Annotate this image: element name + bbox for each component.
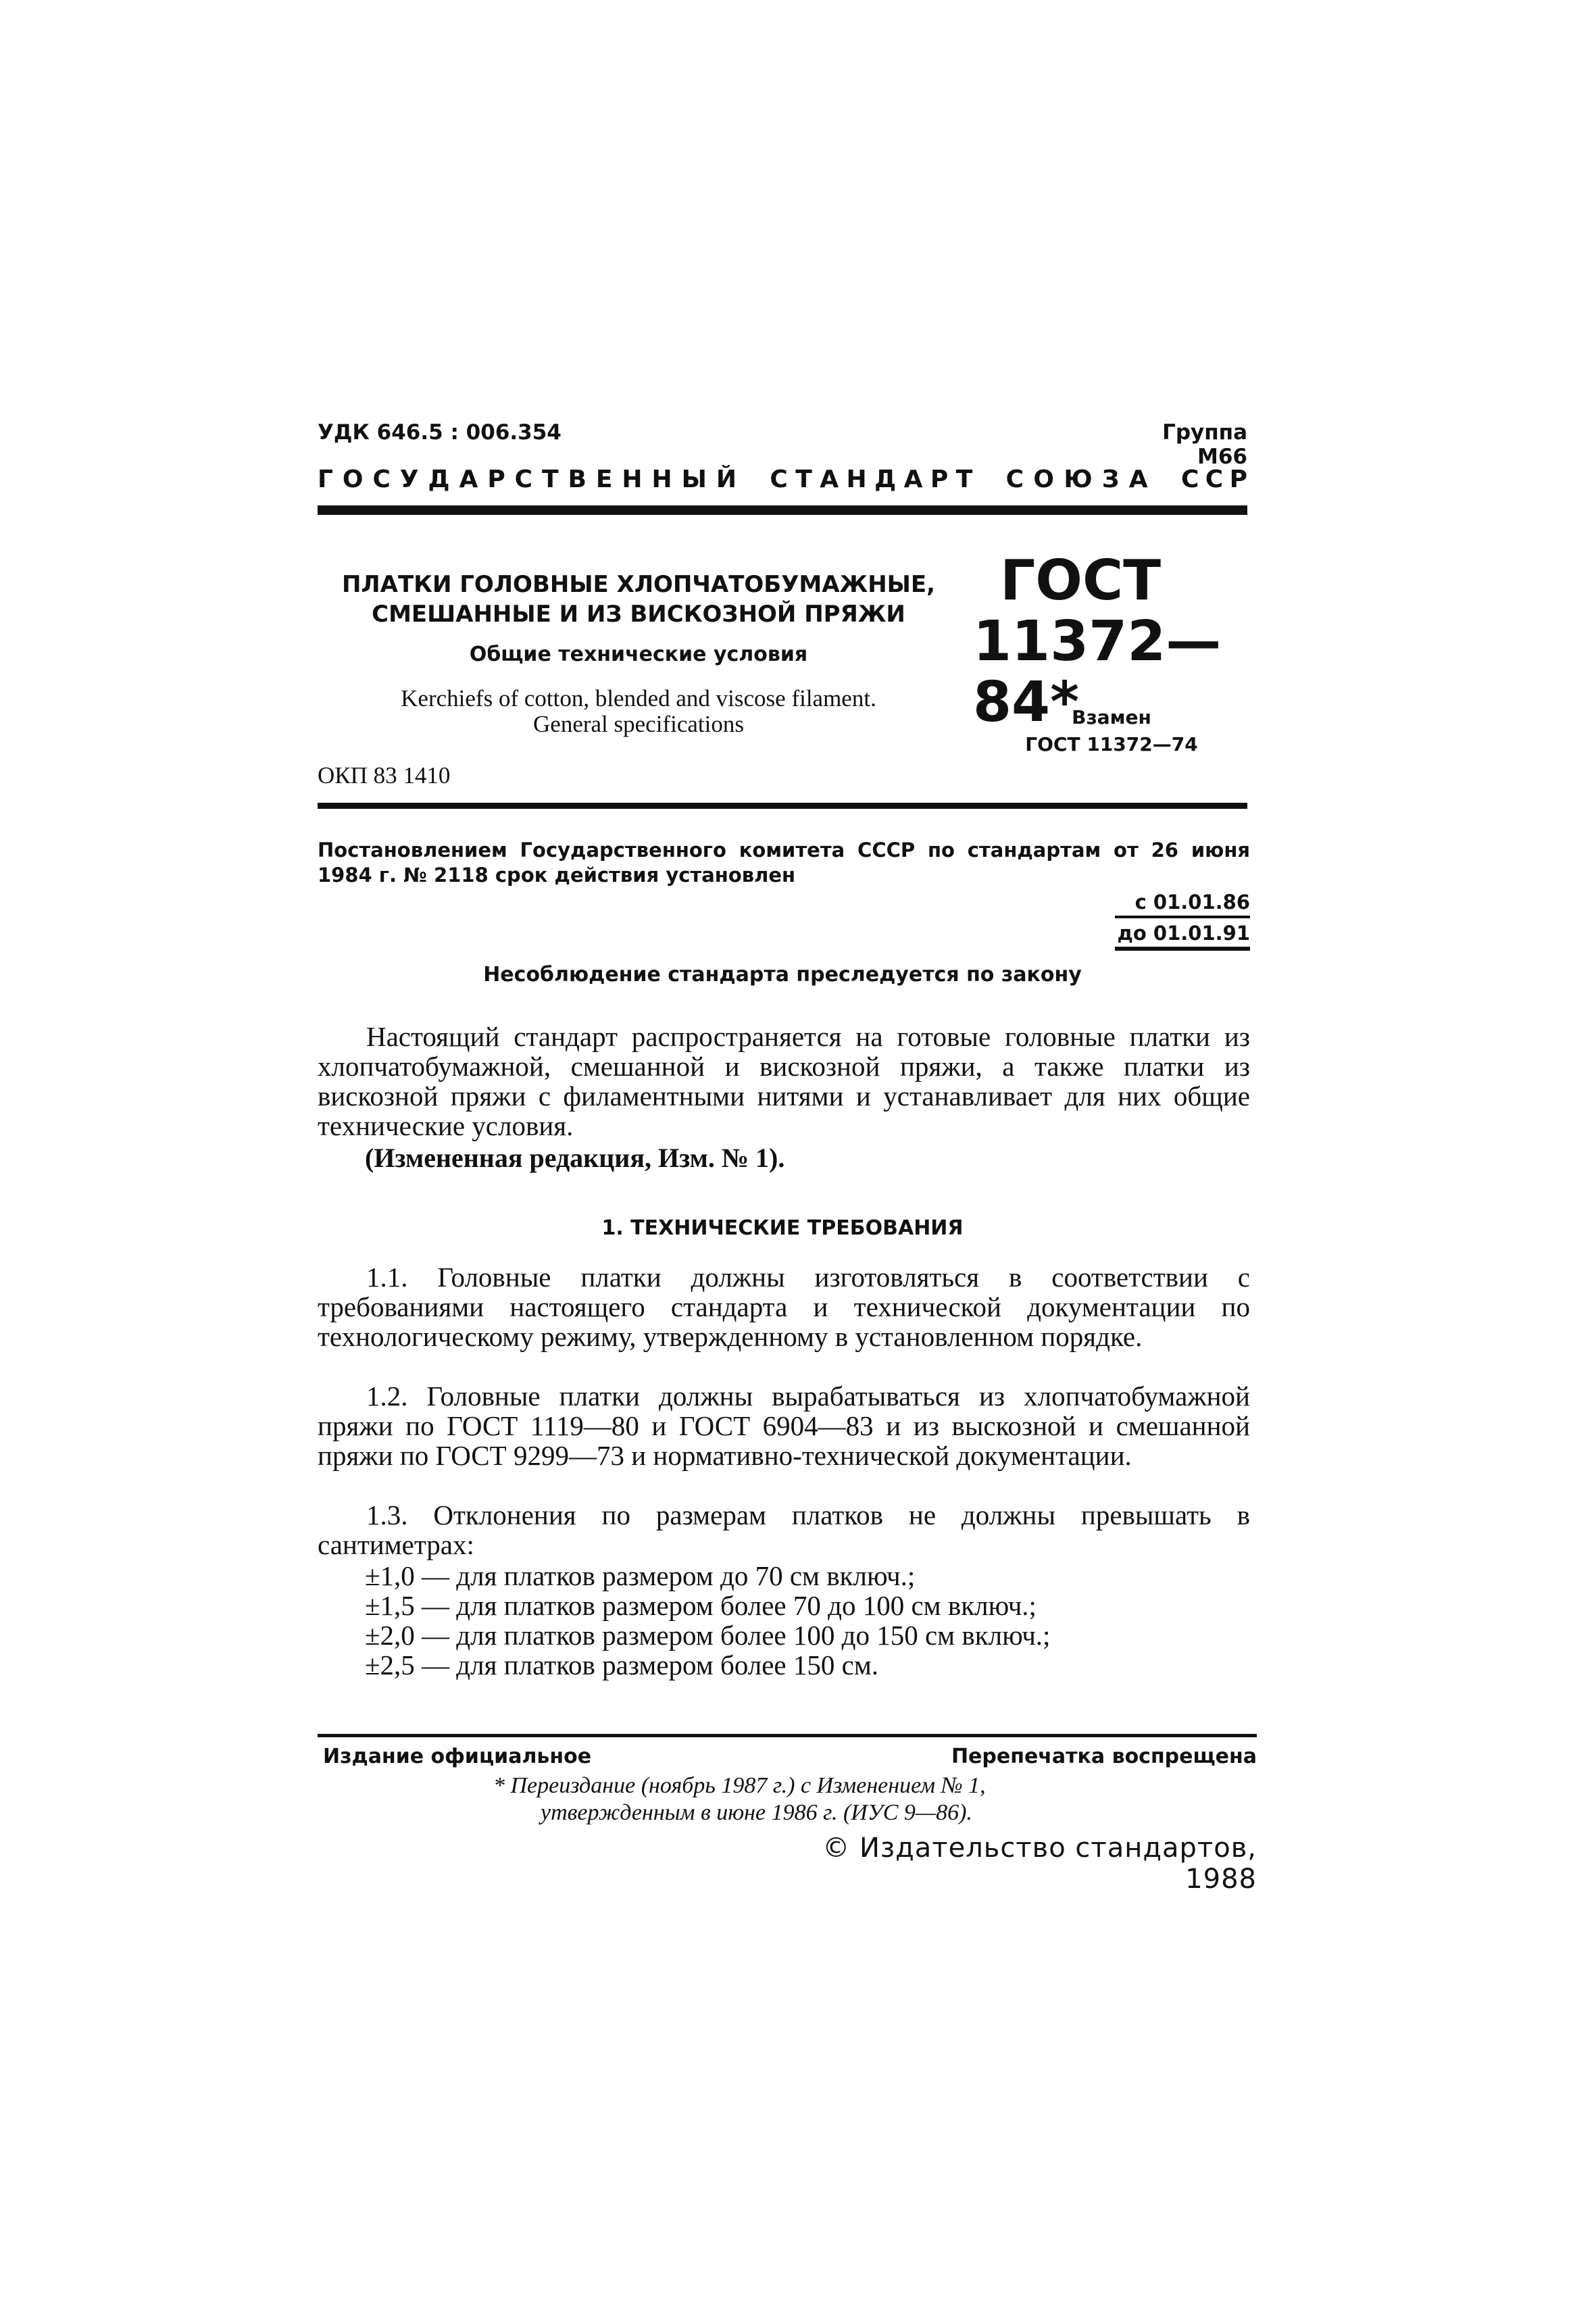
list-item: ±2,5 — для платков размером более 150 см. [365,1649,879,1681]
deviation-list [365,1561,1050,1680]
english-title [338,686,939,737]
title-line-2: СМЕШАННЫЕ И ИЗ ВИСКОЗНОЙ ПРЯЖИ [372,601,905,628]
replaces-gost: ГОСТ 11372—74 [1025,733,1198,755]
intro-paragraph: Настоящий стандарт распространяется на готовые головные платки из хлопчатобумажной, смешанной и вискозной пряжи, а также платки из вискозной пряжи с филаментными нитями и устанавливает для них общие технические условия. [318,1021,1250,1141]
gov-word-1: Г О С У Д А Р С Т В Е Н Н Ы Й [318,466,737,493]
law-notice: Несоблюдение стандарта преследуется по закону [483,963,1082,987]
amendment-note: (Измененная редакция, Изм. № 1). [365,1143,785,1173]
english-title-line-1: Kerchiefs of cotton, blended and viscose filament. [401,685,876,712]
paragraph-1-2: 1.2. Головные платки должны вырабатываться из хлопчатобумажной пряжи по ГОСТ 1119—80 и ГОСТ 6904—83 и из выскозной и смешанной пряжи по ГОСТ 9299—73 и нормативно-технической документации. [318,1380,1250,1471]
english-title-line-2: General specifications [533,711,744,737]
date-to: до 01.01.91 [1115,916,1250,951]
reissue-note-line-2: утвержденным в июне 1986 г. (ИУС 9—86). [541,1800,972,1825]
gov-word-3: С О Ю З А [1005,466,1148,493]
paragraph-1-1: 1.1. Головные платки должны изготовляться в соответствии с требованиями настоящего стандарта и технической документации по технологическому режиму, утвержденному в установленном порядке. [318,1262,1250,1352]
gov-word-4: С С Р [1180,466,1247,493]
gost-label: ГОСТ [1000,549,1162,613]
title-line-1: ПЛАТКИ ГОЛОВНЫЕ ХЛОПЧАТОБУМАЖНЫЕ, [341,571,936,598]
reissue-note-line-1: * Переиздание (ноябрь 1987 г.) с Изменением № 1, [493,1773,986,1798]
middle-rule [318,803,1247,809]
top-thick-rule [318,505,1247,515]
replaces-label: Взамен [1072,706,1151,728]
date-from: с 01.01.86 [1134,891,1250,914]
list-item: ±1,5 — для платков размером более 70 до 100 см включ.; [365,1590,1037,1621]
section-title: 1. ТЕХНИЧЕСКИЕ ТРЕБОВАНИЯ [601,1216,964,1240]
replaces-block [973,704,1250,758]
gov-standard-heading [318,465,1247,495]
udk-code: УДК 646.5 : 006.354 [318,420,562,445]
subtitle: Общие технические условия [469,643,808,666]
paragraph-1-3: 1.3. Отклонения по размерам платков не должны превышать в сантиметрах: [318,1499,1250,1560]
title-block [338,570,939,668]
validity-dates [1115,889,1250,951]
decree-text: Постановлением Государственного комитета СССР по стандартам от 26 июня 1984 г. № 2118 срок действия установлен [318,839,1250,887]
official-edition: Издание официальное [323,1745,592,1768]
footer-rule [318,1734,1257,1737]
gov-word-2: С Т А Н Д А Р Т [770,466,973,493]
copyright: © Издательство стандартов, 1988 [822,1833,1257,1895]
group-code: Группа М66 [1162,420,1247,469]
list-item: ±2,0 — для платков размером более 100 до 150 см включ.; [365,1620,1051,1651]
okp-code: ОКП 83 1410 [318,762,451,789]
gost-number: 11372—84* [973,609,1222,735]
reprint-prohibited: Перепечатка воспрещена [951,1745,1257,1768]
reissue-note [493,1772,1169,1826]
list-item: ±1,0 — для платков размером до 70 см включ.; [365,1560,916,1591]
